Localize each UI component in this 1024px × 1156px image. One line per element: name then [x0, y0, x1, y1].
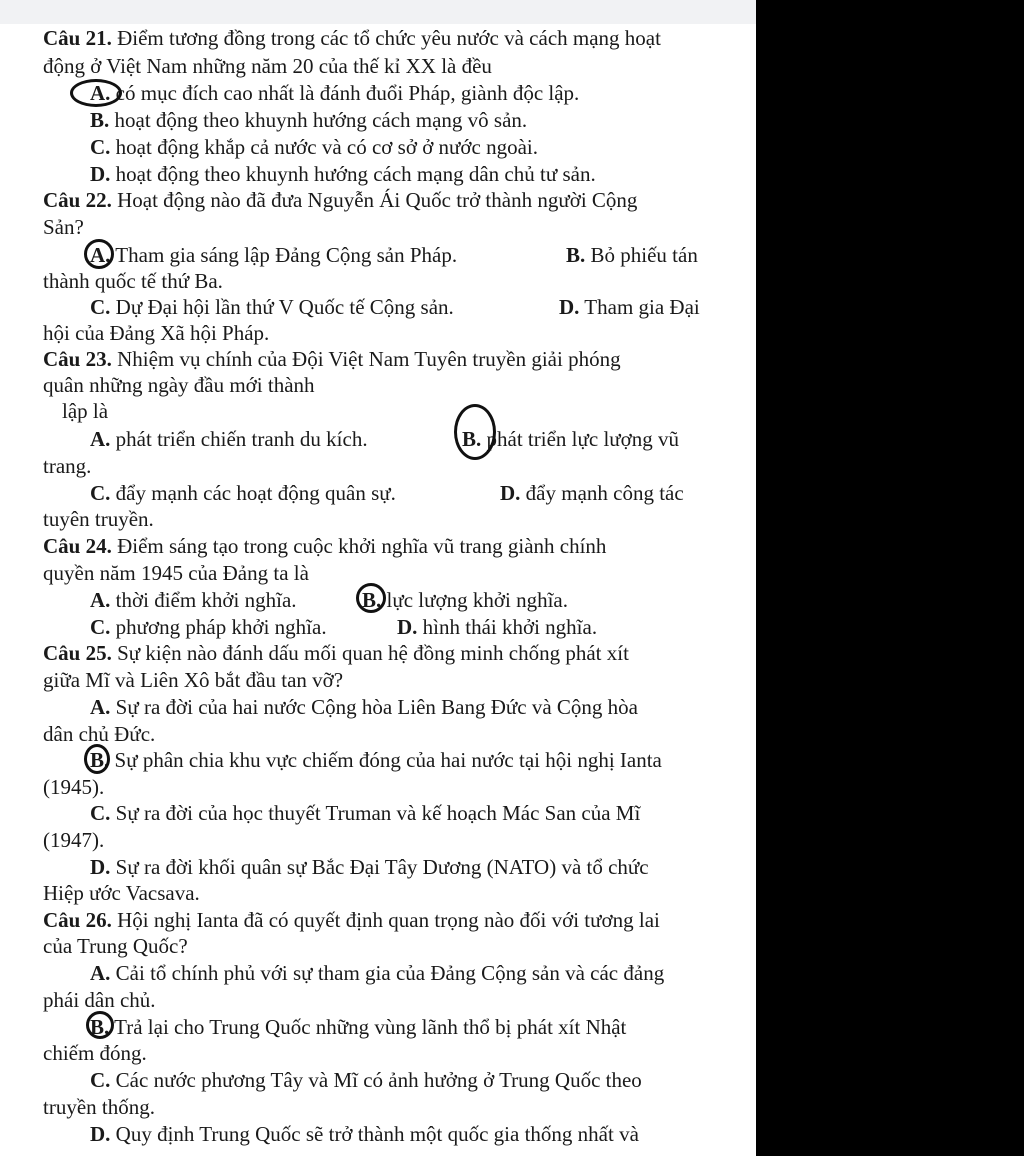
q26-option-b	[90, 1014, 626, 1040]
q21-number: Câu 21.	[43, 26, 112, 50]
q22-option-a	[90, 242, 457, 268]
q23-d-text: đẩy mạnh công tác	[520, 481, 684, 505]
q22-stem-text: Hoạt động nào đã đưa Nguyễn Ái Quốc trở thành người Cộng	[111, 188, 638, 212]
q22-number: Câu 22.	[43, 188, 112, 212]
q22-stem	[43, 187, 637, 213]
q26-option-d	[90, 1121, 639, 1147]
q21-c-label: C.	[90, 135, 111, 159]
q25-d-text: Sự ra đời khối quân sự Bắc Đại Tây Dương (NATO) và tổ chức	[110, 855, 649, 879]
q21-stem-line2: động ở Việt Nam những năm 20 của thế kỉ XX là đều	[43, 54, 492, 78]
q25-option-a-cont: dân chủ Đức.	[43, 722, 156, 746]
q26-c-label: C.	[90, 1068, 111, 1092]
q26-d-text: Quy định Trung Quốc sẽ trở thành một quốc gia thống nhất và	[110, 1122, 639, 1146]
q22-a-label: A.	[90, 243, 111, 267]
q21-option-b	[90, 107, 527, 133]
q22-option-c	[90, 294, 454, 320]
q25-number: Câu 25.	[43, 641, 112, 665]
q22-answer-circle	[84, 239, 114, 269]
q24-a-label: A.	[90, 588, 111, 612]
q26-a-text: Cải tổ chính phủ với sự tham gia của Đảng Cộng sản và các đảng	[110, 961, 665, 985]
q22-option-d-cont: hội của Đảng Xã hội Pháp.	[43, 321, 270, 345]
q24-option-c	[90, 614, 327, 640]
q26-number: Câu 26.	[43, 908, 112, 932]
q24-c-label: C.	[90, 615, 111, 639]
q25-option-c-cont: (1947).	[43, 828, 105, 852]
q25-option-c	[90, 800, 640, 826]
q23-c-label: C.	[90, 481, 111, 505]
q24-answer-circle	[356, 583, 386, 613]
q25-option-b	[90, 747, 662, 773]
q25-stem	[43, 640, 629, 666]
q21-a-label: A.	[90, 81, 111, 105]
q26-option-b-cont: chiếm đóng.	[43, 1041, 147, 1065]
q23-number: Câu 23.	[43, 347, 112, 371]
q26-d-label: D.	[90, 1122, 111, 1146]
q23-option-d-cont: tuyên truyền.	[43, 507, 154, 531]
q22-c-label: C.	[90, 295, 111, 319]
q21-option-a	[90, 80, 579, 106]
q25-b-text: Sự phân chia khu vực chiếm đóng của hai nước tại hội nghị Ianta	[109, 748, 662, 772]
q26-answer-circle	[86, 1011, 114, 1039]
q24-option-b	[362, 587, 568, 613]
q22-d-text: Tham gia Đại	[579, 295, 700, 319]
q22-stem-line2: Sản?	[43, 215, 84, 239]
q21-d-label: D.	[90, 162, 111, 186]
q26-option-c-cont: truyền thống.	[43, 1095, 155, 1119]
q21-a-text: có mục đích cao nhất là đánh đuổi Pháp, giành độc lập.	[115, 81, 580, 105]
q21-stem	[43, 25, 661, 51]
q24-stem-line2: quyền năm 1945 của Đảng ta là	[43, 561, 309, 585]
q23-answer-circle	[454, 404, 496, 460]
q25-a-text: Sự ra đời của hai nước Cộng hòa Liên Bang Đức và Cộng hòa	[110, 695, 638, 719]
q21-answer-circle	[70, 79, 122, 107]
q25-option-d	[90, 854, 649, 880]
q25-option-b-cont: (1945).	[43, 775, 105, 799]
q24-option-a	[90, 587, 297, 613]
q22-option-b-cont: thành quốc tế thứ Ba.	[43, 269, 223, 293]
q21-b-text: hoạt động theo khuynh hướng cách mạng vô sản.	[109, 108, 528, 132]
q25-option-d-cont: Hiệp ước Vacsava.	[43, 881, 200, 905]
q23-option-c	[90, 480, 396, 506]
q24-option-d	[397, 614, 597, 640]
q23-option-d	[500, 480, 684, 506]
q25-answer-circle	[84, 744, 110, 774]
q25-b-label: B.	[90, 748, 110, 772]
q22-c-text: Dự Đại hội lần thứ V Quốc tế Cộng sản.	[110, 295, 454, 319]
q22-d-label: D.	[559, 295, 580, 319]
q26-option-a-cont: phái dân chủ.	[43, 988, 156, 1012]
q26-option-a	[90, 960, 664, 986]
q25-stem-text: Sự kiện nào đánh dấu mối quan hệ đồng minh chống phát xít	[111, 641, 629, 665]
q25-a-label: A.	[90, 695, 111, 719]
q23-stem	[43, 346, 621, 372]
q24-stem	[43, 533, 606, 559]
q21-option-d	[90, 161, 596, 187]
q23-option-a	[90, 426, 368, 452]
q26-stem-line2: của Trung Quốc?	[43, 934, 188, 958]
q24-b-text: lực lượng khởi nghĩa.	[381, 588, 568, 612]
q24-c-text: phương pháp khởi nghĩa.	[110, 615, 327, 639]
q25-option-a	[90, 694, 638, 720]
q23-d-label: D.	[500, 481, 521, 505]
q23-stem-text: Nhiệm vụ chính của Đội Việt Nam Tuyên truyền giải phóng	[111, 347, 621, 371]
q26-a-label: A.	[90, 961, 111, 985]
q25-c-text: Sự ra đời của học thuyết Truman và kế hoạch Mác San của Mĩ	[110, 801, 641, 825]
q21-d-text: hoạt động theo khuynh hướng cách mạng dân chủ tư sản.	[110, 162, 596, 186]
q23-b-text: phát triển lực lượng vũ	[481, 427, 680, 451]
q25-stem-line2: giữa Mĩ và Liên Xô bắt đầu tan vỡ?	[43, 668, 344, 692]
black-side-panel	[756, 0, 1024, 1156]
q23-b-label: B.	[462, 427, 482, 451]
q23-stem-line2: quân những ngày đầu mới thành	[43, 373, 315, 397]
q22-b-text: Bỏ phiếu tán	[585, 243, 698, 267]
q24-stem-text: Điểm sáng tạo trong cuộc khởi nghĩa vũ trang giành chính	[111, 534, 607, 558]
q26-option-c	[90, 1067, 642, 1093]
q26-stem-text: Hội nghị Ianta đã có quyết định quan trọng nào đối với tương lai	[111, 908, 660, 932]
q25-d-label: D.	[90, 855, 111, 879]
q21-stem-text: Điểm tương đồng trong các tổ chức yêu nước và cách mạng hoạt	[111, 26, 661, 50]
q24-d-label: D.	[397, 615, 418, 639]
q21-c-text: hoạt động khắp cả nước và có cơ sở ở nước ngoài.	[110, 135, 539, 159]
q22-a-text: Tham gia sáng lập Đảng Cộng sản Pháp.	[115, 243, 458, 267]
q23-c-text: đẩy mạnh các hoạt động quân sự.	[110, 481, 396, 505]
q24-number: Câu 24.	[43, 534, 112, 558]
q26-b-text: Trả lại cho Trung Quốc những vùng lãnh thổ bị phát xít Nhật	[109, 1015, 627, 1039]
q23-option-b-cont: trang.	[43, 454, 92, 478]
q21-b-label: B.	[90, 108, 110, 132]
q25-c-label: C.	[90, 801, 111, 825]
q26-b-label: B.	[90, 1015, 110, 1039]
q23-a-text: phát triển chiến tranh du kích.	[110, 427, 368, 451]
q24-b-label: B.	[362, 588, 382, 612]
q22-option-b	[566, 242, 698, 268]
q22-option-d	[559, 294, 700, 320]
q23-a-label: A.	[90, 427, 111, 451]
q23-stem-line3: lập là	[62, 399, 109, 423]
q26-stem	[43, 907, 660, 933]
q21-option-c	[90, 134, 538, 160]
q22-b-label: B.	[566, 243, 586, 267]
q24-d-text: hình thái khởi nghĩa.	[417, 615, 598, 639]
q26-c-text: Các nước phương Tây và Mĩ có ảnh hưởng ở Trung Quốc theo	[110, 1068, 642, 1092]
q24-a-text: thời điểm khởi nghĩa.	[110, 588, 297, 612]
